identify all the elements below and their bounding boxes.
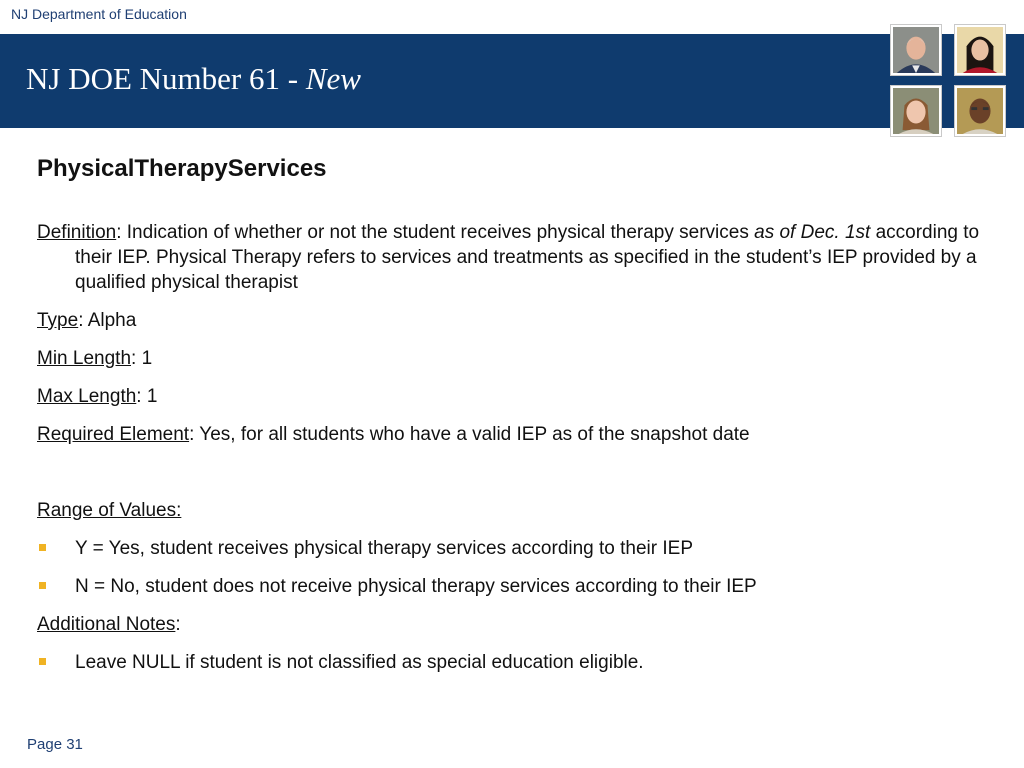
range-of-values-label: Range of Values: — [37, 500, 182, 521]
staff-photo-4 — [954, 85, 1006, 137]
person-photo-icon — [957, 88, 1003, 134]
bullet-square-icon — [39, 658, 46, 665]
definition-text-2: according to their IEP. Physical Therapy refers to services and treatments as specified in the student’s IEP provided by a qualified physical therapist — [75, 222, 980, 293]
min-length-row — [37, 346, 997, 371]
slide-title-new: New — [305, 61, 361, 96]
field-name-heading: PhysicalTherapyServices — [37, 155, 327, 182]
type-value: : Alpha — [78, 310, 137, 331]
person-photo-icon — [957, 27, 1003, 73]
field-definition-body — [37, 155, 997, 688]
max-length-label: Max Length — [37, 386, 137, 407]
additional-notes-row — [37, 612, 997, 637]
list-item — [37, 574, 997, 599]
title-banner — [0, 34, 1024, 128]
additional-note-1: Leave NULL if student is not classified as special education eligible. — [75, 652, 644, 673]
definition-emphasis: as of Dec. 1st — [754, 222, 871, 243]
slide-title-main: NJ DOE Number 61 - — [26, 61, 306, 96]
list-item — [37, 536, 997, 561]
person-photo-icon — [893, 27, 939, 73]
definition-text-1: : Indication of whether or not the student receives physical therapy services — [116, 222, 755, 243]
slide-title — [26, 61, 361, 97]
person-photo-icon — [893, 88, 939, 134]
type-row — [37, 308, 997, 333]
required-element-label: Required Element — [37, 424, 190, 445]
bullet-square-icon — [39, 582, 46, 589]
page-number: Page 31 — [27, 736, 83, 753]
required-element-row — [37, 422, 997, 447]
min-length-label: Min Length — [37, 348, 132, 369]
range-of-values-row — [37, 498, 997, 523]
bullet-square-icon — [39, 544, 46, 551]
range-value-n: N = No, student does not receive physical therapy services according to their IEP — [75, 576, 757, 597]
definition-row — [37, 220, 997, 295]
definition-label: Definition — [37, 222, 117, 243]
max-length-value: : 1 — [136, 386, 158, 407]
staff-photo-2 — [954, 24, 1006, 76]
range-value-y: Y = Yes, student receives physical therapy services according to their IEP — [75, 538, 694, 559]
required-element-value: : Yes, for all students who have a valid IEP as of the snapshot date — [189, 424, 750, 445]
spacer — [37, 460, 997, 498]
additional-notes-colon: : — [175, 614, 181, 635]
staff-photo-3 — [890, 85, 942, 137]
department-label: NJ Department of Education — [11, 6, 187, 22]
type-label: Type — [37, 310, 79, 331]
staff-photo-1 — [890, 24, 942, 76]
max-length-row — [37, 384, 997, 409]
additional-notes-label: Additional Notes — [37, 614, 176, 635]
min-length-value: : 1 — [131, 348, 153, 369]
list-item — [37, 650, 997, 675]
